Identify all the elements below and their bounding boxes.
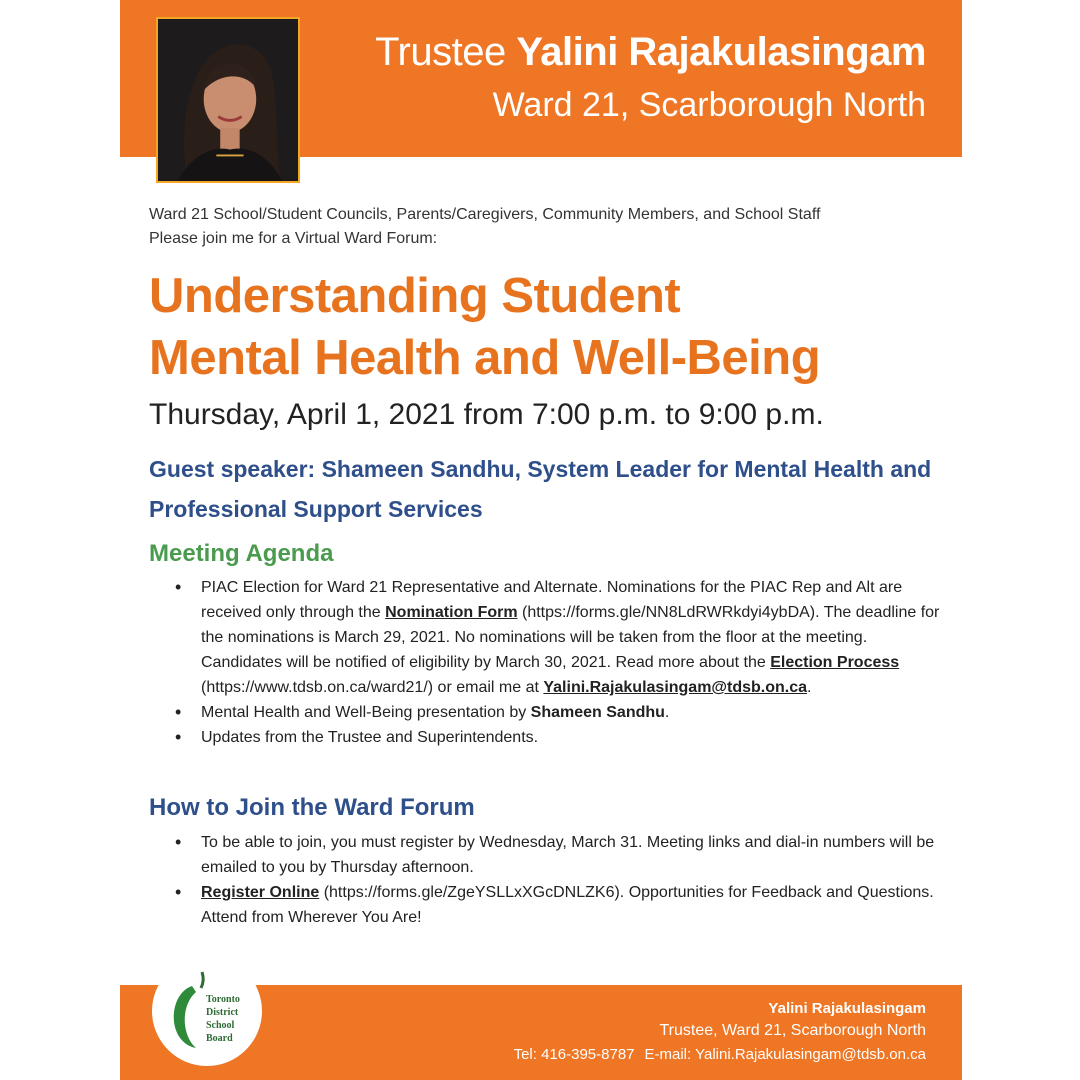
logo-line-toronto: Toronto (206, 994, 240, 1005)
join-item-register-deadline: • To be able to join, you must register by Wednesday, March 31. Meeting links and dial-in numbers will be emailed to you by Thursday afternoon. (201, 830, 946, 880)
event-datetime: Thursday, April 1, 2021 from 7:00 p.m. to 9:00 p.m. (149, 398, 824, 431)
nomination-form-link[interactable]: Nomination Form (385, 604, 518, 621)
agenda-item-presentation (201, 700, 946, 725)
trustee-email-link[interactable]: Yalini.Rajakulasingam@tdsb.on.ca (543, 679, 808, 696)
agenda-list (175, 575, 946, 750)
footer-phone: Tel: 416-395-8787 (513, 1046, 635, 1063)
logo-line-district: District (206, 1007, 239, 1018)
header-title-name: Yalini Rajakulasingam (516, 30, 926, 74)
agenda-item1-text-3: (https://www.tdsb.on.ca/ward21/) or email me at (201, 679, 544, 696)
agenda-item2-text: Mental Health and Well-Being presentation by (201, 704, 531, 721)
event-title-line1: Understanding Student (149, 269, 681, 323)
join-item2-text: (https://forms.gle/ZgeYSLLxXGcDNLZK6). Opportunities for Feedback and Questions. Attend from Wherever You Are! (201, 884, 934, 926)
join-item-register-online (201, 880, 946, 930)
join-heading: How to Join the Ward Forum (149, 794, 475, 821)
tdsb-logo-text (206, 993, 256, 1045)
event-title-line2: Mental Health and Well-Being (149, 331, 821, 385)
header-title-prefix: Trustee (375, 30, 506, 74)
footer-name: Yalini Rajakulasingam (768, 1000, 926, 1017)
event-title (149, 265, 949, 389)
intro-line-invite: Please join me for a Virtual Ward Forum: (149, 230, 438, 247)
agenda-item1-text-2: (https://forms.gle/NN8LdRWRkdyi4ybDA). The deadline for the nominations is March 29, 2021. No nominations will be taken from the floor at the meeting. Candidates will be notified of eligibility by March 30, 2021. Read more about the (201, 604, 940, 671)
agenda-item-updates: • Updates from the Trustee and Superintendents. (201, 725, 946, 750)
logo-line-board: Board (206, 1033, 233, 1044)
join-list (175, 830, 946, 930)
guest-speaker: Guest speaker: Shameen Sandhu, System Leader for Mental Health and Professional Support Services (149, 456, 932, 522)
presenter-name: Shameen Sandhu (530, 704, 665, 721)
footer-email: E-mail: Yalini.Rajakulasingam@tdsb.on.ca (644, 1046, 926, 1063)
intro-text (149, 203, 949, 251)
register-online-link[interactable]: Register Online (201, 884, 320, 901)
agenda-heading: Meeting Agenda (149, 540, 334, 567)
flyer (120, 0, 962, 1080)
election-process-link[interactable]: Election Process (770, 654, 900, 671)
trustee-portrait-photo (156, 17, 300, 183)
agenda-item1-text: PIAC Election for Ward 21 Representative and Alternate. Nominations for the PIAC Rep and Alt are received only through the (201, 579, 903, 621)
footer-role: Trustee, Ward 21, Scarborough North (659, 1022, 926, 1039)
agenda-item2-end: . (664, 704, 670, 721)
header-title (375, 30, 926, 75)
agenda-item1-end: . (807, 679, 812, 696)
header-subtitle: Ward 21, Scarborough North (492, 86, 926, 124)
intro-line-audience: Ward 21 School/Student Councils, Parents/Caregivers, Community Members, and School Staff (149, 206, 821, 223)
tdsb-logo (152, 956, 262, 1066)
agenda-item-piac-election (201, 575, 946, 700)
footer-contact (514, 1046, 926, 1063)
logo-line-school: School (206, 1020, 235, 1031)
